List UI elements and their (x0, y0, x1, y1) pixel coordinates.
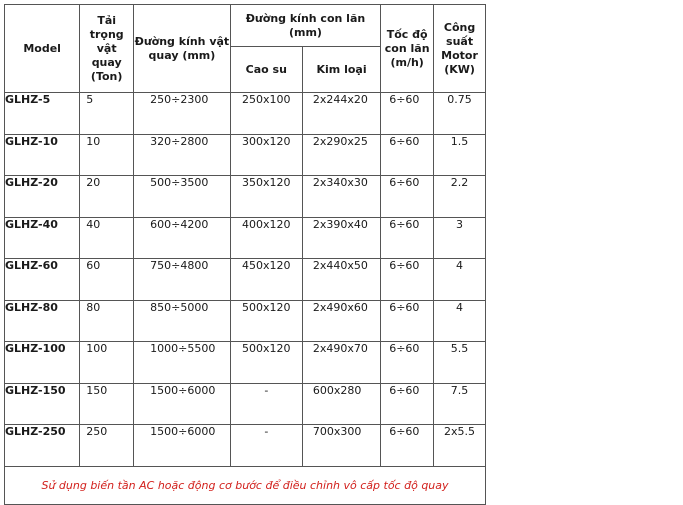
table-row (5, 259, 486, 301)
cell-load: 5 (80, 93, 134, 135)
cell-diameter: 250÷2300 (134, 93, 231, 135)
header-load: Tải trọng vật quay (Ton) (80, 5, 134, 93)
footnote-row (5, 466, 486, 504)
cell-speed: 6÷60 (381, 300, 434, 342)
cell-power: 1.5 (434, 134, 486, 176)
cell-rubber: 300x120 (230, 134, 302, 176)
table-header (5, 5, 486, 93)
cell-load: 60 (80, 259, 134, 301)
table-row (5, 383, 486, 425)
cell-diameter: 320÷2800 (134, 134, 231, 176)
cell-metal: 2x440x50 (302, 259, 380, 301)
cell-speed: 6÷60 (381, 93, 434, 135)
footnote-text: Sử dụng biến tần AC hoặc động cơ bước để điều chỉnh vô cấp tốc độ quay (5, 466, 486, 504)
cell-metal: 2x490x60 (302, 300, 380, 342)
cell-power: 0.75 (434, 93, 486, 135)
cell-diameter: 1500÷6000 (134, 383, 231, 425)
cell-diameter: 850÷5000 (134, 300, 231, 342)
cell-speed: 6÷60 (381, 176, 434, 218)
cell-speed: 6÷60 (381, 259, 434, 301)
cell-diameter: 500÷3500 (134, 176, 231, 218)
cell-rubber: 500x120 (230, 300, 302, 342)
cell-model: GLHZ-60 (5, 259, 80, 301)
cell-model: GLHZ-100 (5, 342, 80, 384)
cell-power: 4 (434, 300, 486, 342)
table-body (5, 93, 486, 505)
cell-load: 250 (80, 425, 134, 467)
cell-diameter: 1000÷5500 (134, 342, 231, 384)
cell-speed: 6÷60 (381, 217, 434, 259)
cell-model: GLHZ-250 (5, 425, 80, 467)
cell-metal: 2x244x20 (302, 93, 380, 135)
cell-metal: 2x340x30 (302, 176, 380, 218)
cell-rubber: 450x120 (230, 259, 302, 301)
cell-metal: 2x490x70 (302, 342, 380, 384)
cell-diameter: 750÷4800 (134, 259, 231, 301)
cell-model: GLHZ-150 (5, 383, 80, 425)
cell-load: 40 (80, 217, 134, 259)
cell-load: 20 (80, 176, 134, 218)
cell-load: 80 (80, 300, 134, 342)
table-row (5, 425, 486, 467)
cell-speed: 6÷60 (381, 342, 434, 384)
header-roller-diameter: Đường kính con lăn (mm) (230, 5, 381, 47)
cell-rubber: 500x120 (230, 342, 302, 384)
cell-rubber: 350x120 (230, 176, 302, 218)
header-rubber: Cao su (230, 47, 302, 93)
header-power: Công suất Motor (KW) (434, 5, 486, 93)
cell-power: 7.5 (434, 383, 486, 425)
table-row (5, 93, 486, 135)
table-row (5, 217, 486, 259)
header-metal: Kim loại (302, 47, 380, 93)
table-row (5, 342, 486, 384)
cell-rubber: 250x100 (230, 93, 302, 135)
cell-power: 4 (434, 259, 486, 301)
spec-table (4, 4, 486, 505)
cell-metal: 700x300 (302, 425, 380, 467)
cell-load: 100 (80, 342, 134, 384)
cell-rubber: 400x120 (230, 217, 302, 259)
cell-rubber: - (230, 425, 302, 467)
table-row (5, 300, 486, 342)
cell-rubber: - (230, 383, 302, 425)
header-diameter: Đường kính vật quay (mm) (134, 5, 231, 93)
cell-load: 150 (80, 383, 134, 425)
cell-model: GLHZ-20 (5, 176, 80, 218)
cell-metal: 600x280 (302, 383, 380, 425)
cell-load: 10 (80, 134, 134, 176)
cell-speed: 6÷60 (381, 425, 434, 467)
table-row (5, 134, 486, 176)
cell-power: 2x5.5 (434, 425, 486, 467)
cell-metal: 2x390x40 (302, 217, 380, 259)
header-model: Model (5, 5, 80, 93)
cell-model: GLHZ-80 (5, 300, 80, 342)
cell-power: 5.5 (434, 342, 486, 384)
cell-speed: 6÷60 (381, 383, 434, 425)
header-speed: Tốc độ con lăn (m/h) (381, 5, 434, 93)
cell-model: GLHZ-5 (5, 93, 80, 135)
cell-power: 3 (434, 217, 486, 259)
cell-model: GLHZ-10 (5, 134, 80, 176)
cell-diameter: 1500÷6000 (134, 425, 231, 467)
cell-model: GLHZ-40 (5, 217, 80, 259)
table-row (5, 176, 486, 218)
cell-speed: 6÷60 (381, 134, 434, 176)
cell-diameter: 600÷4200 (134, 217, 231, 259)
cell-metal: 2x290x25 (302, 134, 380, 176)
cell-power: 2.2 (434, 176, 486, 218)
